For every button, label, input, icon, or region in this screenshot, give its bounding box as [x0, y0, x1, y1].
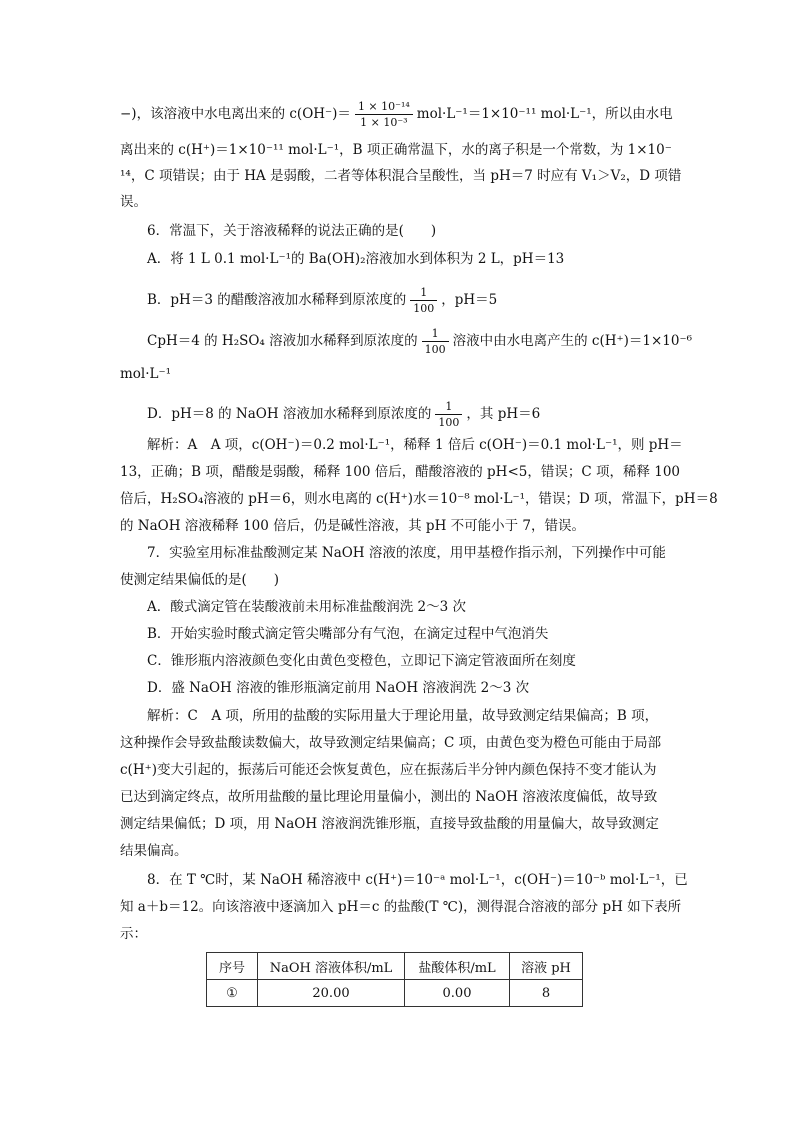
column-header: NaOH 溶液体积/mL: [258, 953, 405, 980]
text-line: −)，该溶液中水电离出来的 c(OH⁻)＝ $\frac{\text{1 × 10⁻¹⁴}}{\text{1 × 10⁻³}}$ mol·L⁻¹＝1×10⁻¹¹ mol·L⁻¹，所以由水电: [120, 100, 673, 129]
option-6b: B．pH＝3 的醋酸溶液加水稀释到原浓度的 $\frac{1}{100}$ ，pH＝5: [147, 286, 498, 315]
question-7: 7．实验室用标准盐酸测定某 NaOH 溶液的浓度，用甲基橙作指示剂，下列操作中可能: [147, 545, 666, 561]
answer-6-line: 倍后，H₂SO₄溶液的 pH＝6，则水电离的 c(H⁺)水＝10⁻⁸ mol·L⁻¹，错误；D 项，常温下，pH＝8: [120, 491, 718, 507]
answer-6-line: 解析：A A 项，c(OH⁻)＝0.2 mol·L⁻¹，稀释 1 倍后 c(OH⁻)＝0.1 mol·L⁻¹，则 pH＝: [147, 437, 683, 453]
option-6d: D．pH＝8 的 NaOH 溶液加水稀释到原浓度的 $\frac{1}{100}$ ，其 pH＝6: [147, 400, 541, 429]
option-7b: B．开始实验时酸式滴定管尖嘴部分有气泡，在滴定过程中气泡消失: [147, 626, 549, 642]
fraction: $\frac{1}{100}$: [422, 327, 449, 356]
column-header: 序号: [207, 953, 258, 980]
table-header-row: [207, 953, 583, 980]
text-line: ¹⁴，C 项错误；由于 HA 是弱酸，二者等体积混合呈酸性，当 pH＝7 时应有 V₁＞V₂，D 项错: [120, 168, 682, 184]
answer-7-line: c(H⁺)变大引起的，振荡后可能还会恢复黄色，应在振荡后半分钟内颜色保持不变才能认为: [120, 762, 657, 778]
text-line: 离出来的 c(H⁺)＝1×10⁻¹¹ mol·L⁻¹，B 项正确常温下，水的离子积是一个常数，为 1×10⁻: [120, 142, 672, 158]
question-8: 8．在 T ℃时，某 NaOH 稀溶液中 c(H⁺)＝10⁻ᵃ mol·L⁻¹，c(OH⁻)＝10⁻ᵇ mol·L⁻¹，已: [147, 872, 688, 888]
answer-7-line: 解析：C A 项，所用的盐酸的实际用量大于理论用量，故导致测定结果偏高；B 项，: [147, 708, 659, 724]
answer-6-line: 13，正确；B 项，醋酸是弱酸，稀释 100 倍后，醋酸溶液的 pH<5，错误；C 项，稀释 100: [120, 464, 681, 480]
option-6a: A．将 1 L 0.1 mol·L⁻¹的 Ba(OH)₂溶液加水到体积为 2 L，pH＝13: [147, 251, 565, 267]
answer-7-line: 测定结果偏低；D 项，用 NaOH 溶液润洗锥形瓶，直接导致盐酸的用量偏大，故导致测定: [120, 816, 659, 832]
table-cell: 8: [510, 980, 583, 1007]
option-7c: C．锥形瓶内溶液颜色变化由黄色变橙色，立即记下滴定管液面所在刻度: [147, 653, 576, 669]
fraction: $\frac{1}{100}$: [410, 286, 437, 315]
answer-7-line: 结果偏高。: [120, 843, 188, 859]
answer-6-line: 的 NaOH 溶液稀释 100 倍后，仍是碱性溶液，其 pH 不可能小于 7，错误。: [120, 518, 586, 534]
option-7d: D．盛 NaOH 溶液的锥形瓶滴定前用 NaOH 溶液润洗 2～3 次: [147, 680, 530, 696]
question-6: 6．常温下，关于溶液稀释的说法正确的是( ): [147, 223, 437, 239]
answer-7-line: 这种操作会导致盐酸读数偏大，故导致测定结果偏高；C 项，由黄色变为橙色可能由于局部: [120, 735, 662, 751]
option-7a: A．酸式滴定管在装酸液前未用标准盐酸润洗 2～3 次: [147, 599, 467, 615]
table-cell: ①: [207, 980, 258, 1007]
text-line: 误。: [120, 194, 147, 210]
data-table: [206, 952, 583, 1007]
question-7-continued: 使测定结果偏低的是( ): [120, 572, 280, 588]
question-8-continued: 知 a＋b＝12。向该溶液中逐滴加入 pH＝c 的盐酸(T ℃)，测得混合溶液的部分 pH 如下表所: [120, 899, 682, 915]
table-row: [207, 980, 583, 1007]
fraction: $\frac{1}{100}$: [435, 400, 462, 429]
table-cell: 20.00: [258, 980, 405, 1007]
table-cell: 0.00: [405, 980, 510, 1007]
answer-7-line: 已达到滴定终点，故所用盐酸的量比理论用量偏小，测出的 NaOH 溶液浓度偏低，故导致: [120, 789, 658, 805]
option-6c: CpH＝4 的 H₂SO₄ 溶液加水稀释到原浓度的 $\frac{1}{100}$ 溶液中由水电离产生的 c(H⁺)＝1×10⁻⁶: [147, 327, 693, 356]
option-6c-continued: mol·L⁻¹: [120, 366, 172, 382]
column-header: 盐酸体积/mL: [405, 953, 510, 980]
column-header: 溶液 pH: [510, 953, 583, 980]
question-8-continued: 示：: [120, 926, 147, 942]
fraction: $\frac{\text{1 × 10⁻¹⁴}}{\text{1 × 10⁻³}}$: [355, 100, 413, 129]
